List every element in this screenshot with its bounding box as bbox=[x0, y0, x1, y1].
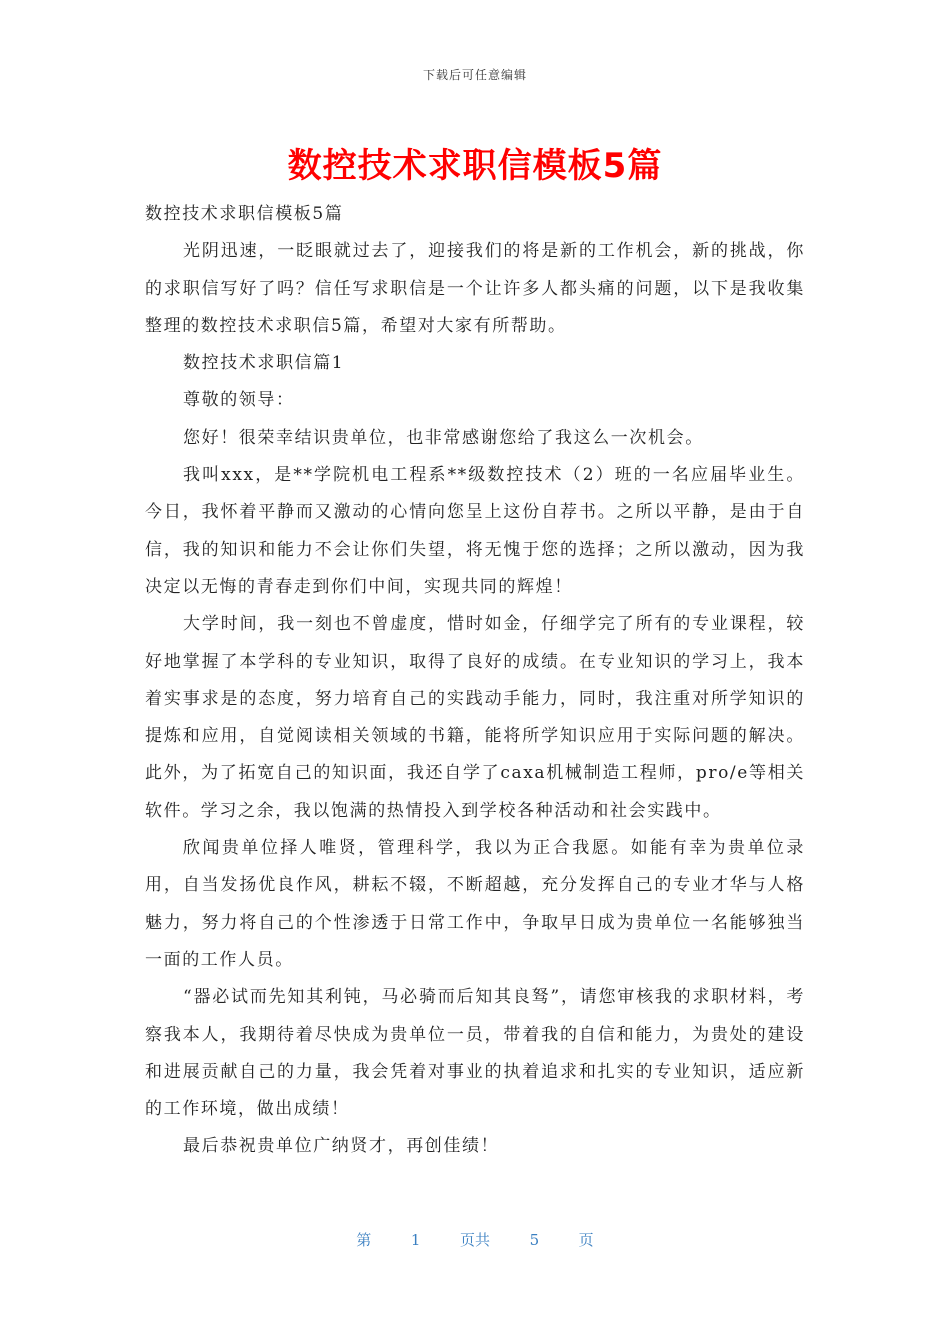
total-page-number: 5 bbox=[529, 1231, 540, 1249]
document-title: 数控技术求职信模板5篇 bbox=[287, 146, 663, 186]
study-paragraph: 大学时间，我一刻也不曾虚度，惜时如金，仔细学完了所有的专业课程，较好地掌握了本学科的专业知识，取得了良好的成绩。在专业知识的学习上，我本着实事求是的态度，努力培育自己的实践动手能力，同时，我注重对所学知识的提炼和应用，自觉阅读相关领域的书籍，能将所学知识应用于实际问题的解决。此外，为了拓宽自己的知识面，我还自学了caxa机械制造工程师，pro/e等相关软件。学习之余，我以饱满的热情投入到学校各种活动和社会实践中。 bbox=[145, 614, 805, 821]
subtitle-paragraph: 数控技术求职信模板5篇 bbox=[145, 204, 344, 224]
document-body bbox=[145, 196, 805, 1166]
header-note: 下载后可任意编辑 bbox=[422, 68, 527, 82]
greeting-paragraph: 您好！很荣幸结识贵单位，也非常感谢您给了我这么一次机会。 bbox=[183, 427, 704, 448]
self-introduction-paragraph: 我叫xxx，是**学院机电工程系**级数控技术（2）班的一名应届毕业生。今日，我怀着平静而又激动的心情向您呈上这份自荐书。之所以平静，是由于自信，我的知识和能力不会让你们失望，将无愧于您的选择；之所以激动，因为我决定以无悔的青春走到你们中间，实现共同的辉煌！ bbox=[145, 465, 805, 597]
intro-paragraph: 光阴迅速，一眨眼就过去了，迎接我们的将是新的工作机会，新的挑战，你的求职信写好了吗？信任写求职信是一个让许多人都头痛的问题，以下是我收集整理的数控技术求职信5篇，希望对大家有所帮助。 bbox=[145, 241, 805, 336]
page-label-middle: 页共 bbox=[459, 1231, 490, 1249]
closing-paragraph: 最后恭祝贵单位广纳贤才，再创佳绩！ bbox=[183, 1136, 500, 1157]
section-heading: 数控技术求职信篇1 bbox=[183, 353, 345, 374]
current-page-number: 1 bbox=[410, 1231, 421, 1249]
request-paragraph: “器必试而先知其利钝，马必骑而后知其良驽”，请您审核我的求职材料，考察我本人，我期待着尽快成为贵单位一员，带着我的自信和能力，为贵处的建设和进展贡献自己的力量，我会凭着对事业的执着追求和扎实的专业知识，适应新的工作环境，做出成绩！ bbox=[145, 987, 805, 1120]
salutation: 尊敬的领导： bbox=[183, 390, 295, 411]
page-label-suffix: 页 bbox=[578, 1231, 594, 1249]
motivation-paragraph: 欣闻贵单位择人唯贤，管理科学，我以为正合我愿。如能有幸为贵单位录用，自当发扬优良作风，耕耘不辍，不断超越，充分发挥自己的专业才华与人格魅力，努力将自己的个性渗透于日常工作中，争取早日成为贵单位一名能够独当一面的工作人员。 bbox=[145, 838, 805, 970]
page-footer bbox=[0, 1229, 950, 1250]
page-label-prefix: 第 bbox=[356, 1231, 372, 1249]
